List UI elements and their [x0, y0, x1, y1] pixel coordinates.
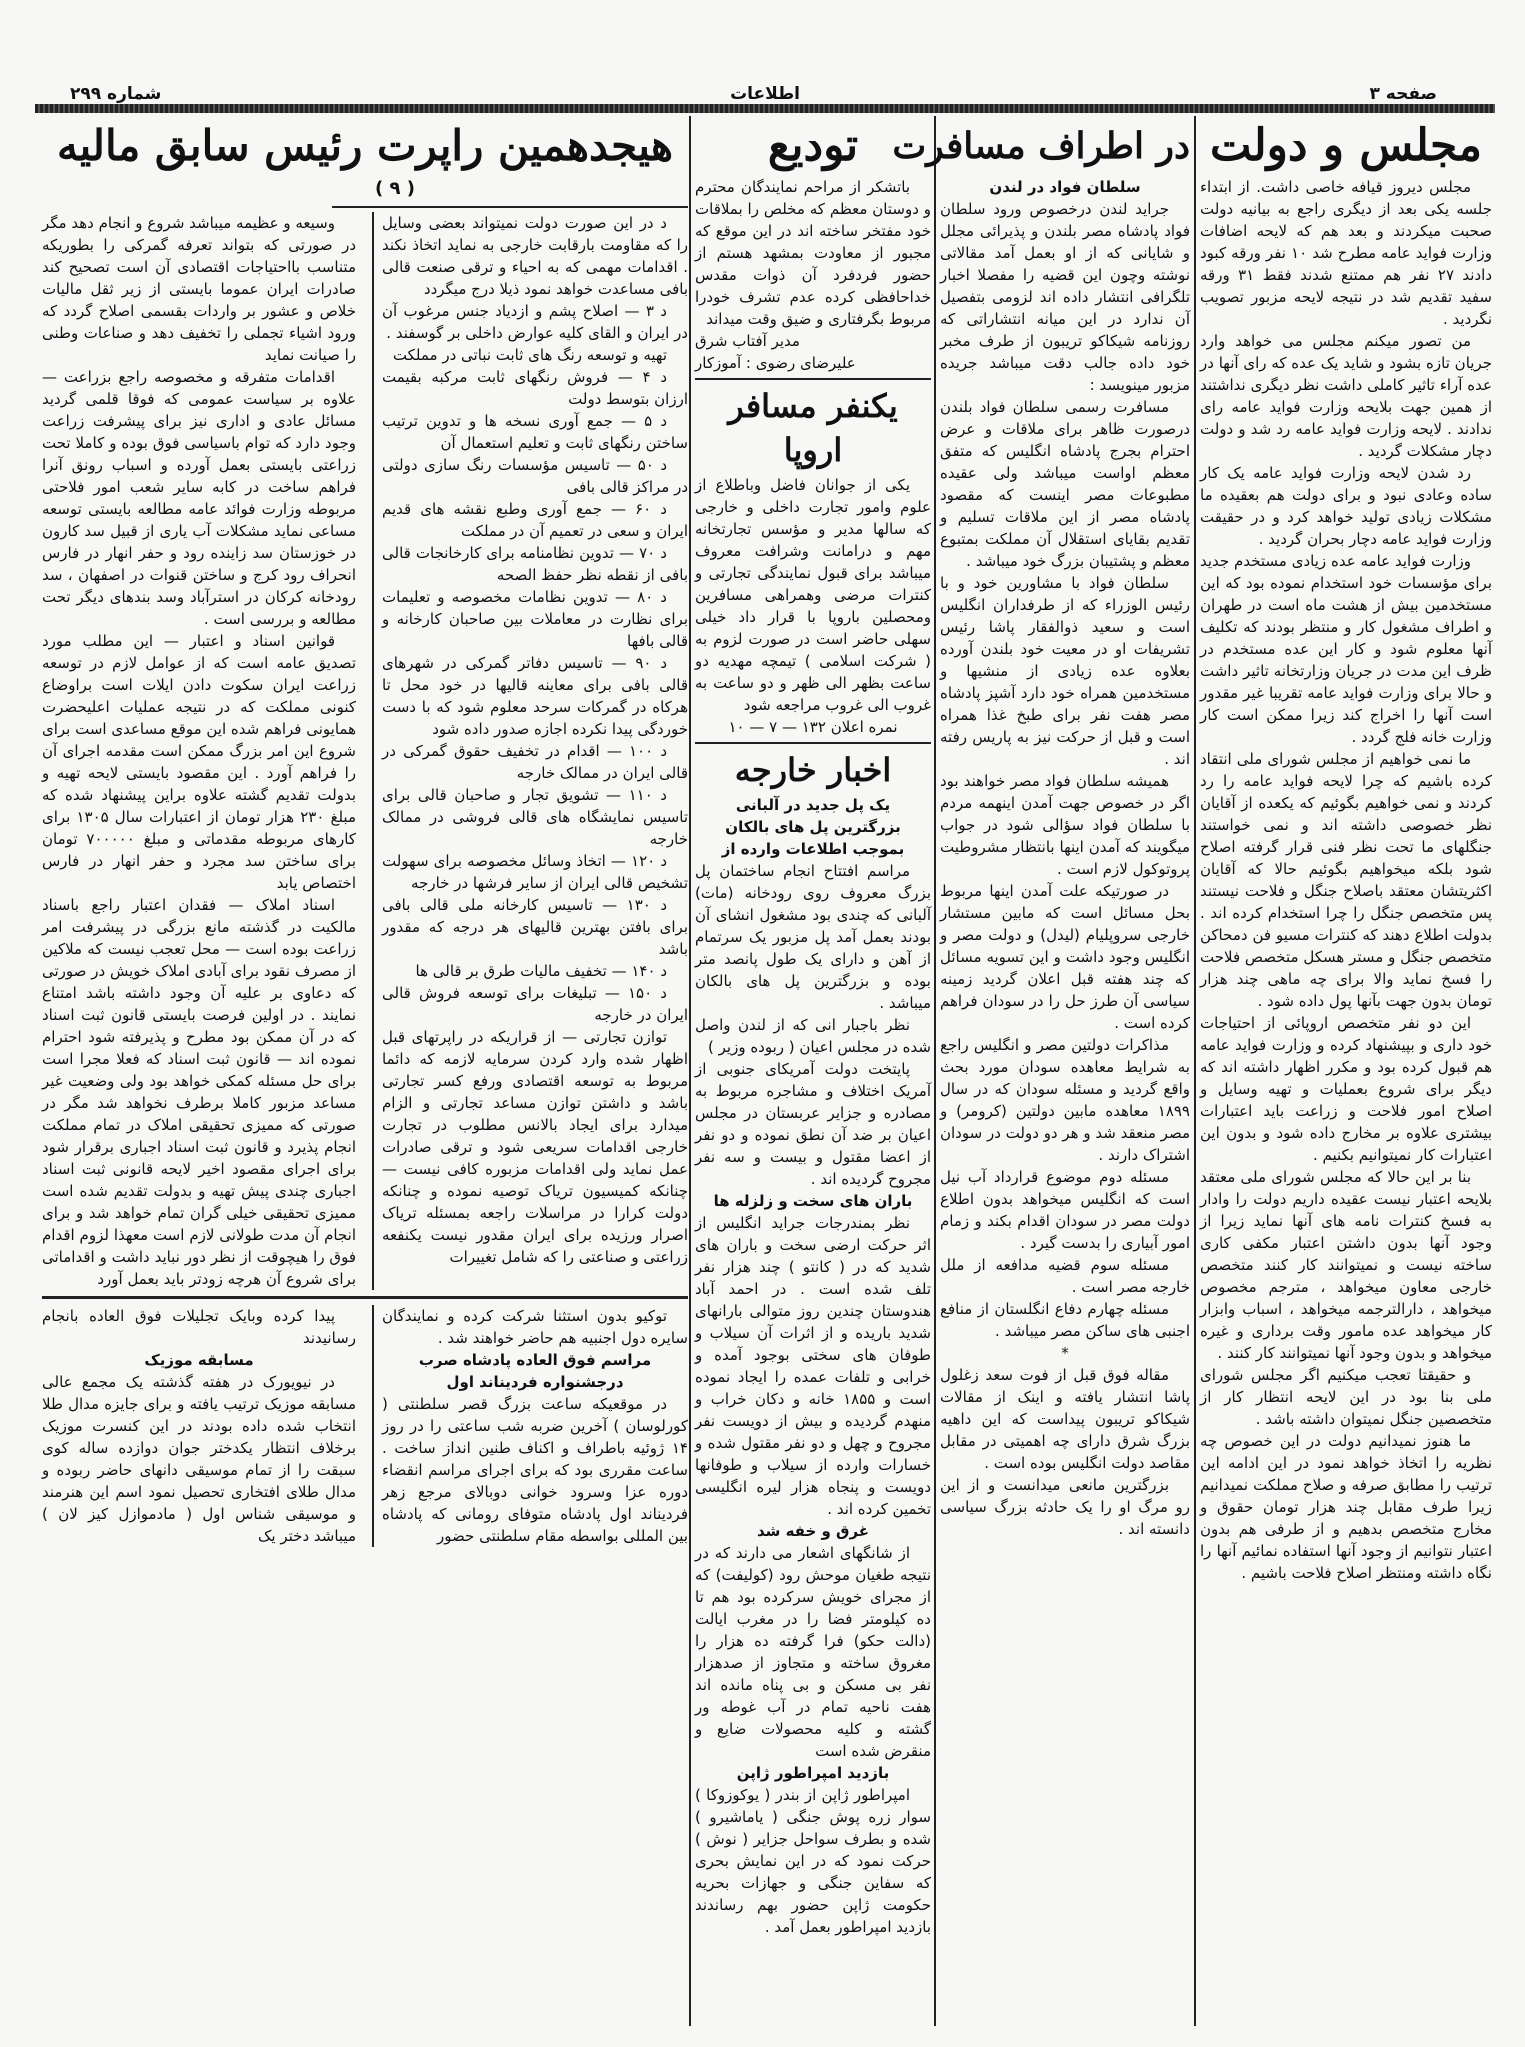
headline-farewell: تودیع: [767, 120, 859, 171]
paragraph: د ۱۴۰ — تخفیف مالیات طرق بر قالی ها: [415, 962, 667, 980]
article-foreign-news: [695, 748, 931, 1938]
newspaper-name: اطلاعات: [730, 84, 800, 104]
paragraph: د ۳ — اصلاح پشم و ازدیاد جنس مرغوب آن در ایران و القای کلیه عوارض داخلی بر گوسفند .: [382, 302, 688, 342]
subheading: بموجب اطلاعات وارده از: [721, 840, 905, 858]
signer-name: علیرضای رضوی : آموزکار: [695, 354, 856, 372]
paragraph: د ۹۰ — تاسیس دفاتر گمرکی در شهرهای قالی بافی برای معاینه قالیها در خود محل تا هرکاه در گمرکات سرحد معلوم شود که با دست خوردگی پیدا نکرده اجازه صدور داده شود: [382, 654, 688, 738]
article-majlis-and-government: [1200, 116, 1492, 1584]
subheading: بزرگترین پل های بالکان: [725, 818, 901, 836]
paragraph: در نیویورک در هفته گذشته یک مجمع عالی مسابقه موزیک ترتیب یافته و برای جایزه مدال طلا انتخاب شده داده بودند در این کنسرت موزیک برخلاف انتظار یکدختر جوان دوازده ساله کوی سبقت را از تمام موسیقی دانهای حاضر ربوده و مدال طلای افتخاری تحصیل نمود اسم این هنرمند و موسیقی شناس اول ( مادموازل کیز لان ) میباشد دختر یک: [42, 1373, 356, 1545]
paragraph: توکیو بدون استثنا شرکت کرده و نمایندگان سایره دول اجنبیه هم حاضر خواهند شد .: [382, 1307, 688, 1347]
masthead-rule: [35, 104, 1495, 113]
paragraph: از شانگهای اشعار می دارند که در نتیجه طغیان موحش رود (کولیفت) که از مجرای خویش سرکرده بود هم تا ده کیلومتر فضا را در مغرب ایالت (دالت حکو) فرا گرفته ده هزار را مغروق ساخته و متجاوز از صدهزار نفر بی مسکن و بی پناه مانده اند هفت ناحیه تمام در آب غوطه ور گشته و کلیه محصولات ضایع و منقرض شده است: [695, 1544, 931, 1760]
finance-report-column-right: [372, 212, 688, 1290]
paragraph: رد شدن لایحه وزارت فواید عامه یک کار ساده وعادی نبود و برای دولت هم بعقیده ما مشکلات زیادی تولید خواهد کرد و در حقیقت وزارت فواید عامه دچار بحران گردید .: [1200, 464, 1492, 548]
paragraph: مسئله سوم قضیه مدافعه از ملل خارجه مصر است .: [940, 1256, 1190, 1296]
subheading: باران های سخت و زلزله ها: [713, 1192, 913, 1210]
paragraph: د ۷۰ — تدوین نظامنامه برای کارخانجات قالی بافی از نقطه نظر حفظ الصحه: [382, 544, 688, 584]
paragraph: د ۱۲۰ — اتخاذ وسائل مخصوصه برای سهولت تشخیص قالی ایران از سایر فرشها در خارجه: [382, 852, 688, 892]
finance-report-area: [42, 116, 688, 1547]
article-serbian-ceremony: [372, 1305, 688, 1547]
column-divider: [1194, 116, 1196, 2026]
column-three: [695, 116, 931, 1938]
section-divider: [332, 206, 688, 208]
paragraph: د ۵۰ — تاسیس مؤسسات رنگ سازی دولتی در مراکز قالی بافی: [382, 456, 688, 496]
paragraph: اقدامات متفرقه و مخصوصه راجع بزراعت — علاوه بر سیاست عمومی که فوقا قلمی گردید مسائل عادی و اداری نیز برای پیشرفت زراعت وجود دارد که توام باسیاسی فوق بوده و کاملا تحت زراعتی بایستی بعمل آورده و اسباب رونق آنرا فراهم ساخت در کابه سایر شعب امور فلاحتی مربوطه وزارت فوائد عامه مطالعه بایستی توسعه مساعی نماید مشکلات آب یاری از قبیل سد کارون در خوزستان سد زاینده رود و حفر انهار در فارس انحراف رود کرج و ساختن قنوات در اصفهان ، سد رودخانه کرکان در استرآباد وسد بندهای دیگر تحت مطالعه و بررسی است .: [42, 368, 356, 628]
paragraph: وسیعه و عظیمه میباشد شروع و انجام دهد مگر در صورتی که بتواند تعرفه گمرکی را بطوریکه متناسب بااحتیاجات اقتصادی آن است تصحیح کند صادرات ایران عموما بایستی از زیر ثقل مالیات خلاص و عشور بر واردات بقسمی اصلاح گردد که ورود اشیاء تجملی را تخفیف دهد و صناعات وطنی را صیانت نماید: [42, 214, 356, 364]
foreign-news-headline: اخبار خارجه: [734, 751, 892, 789]
paragraph: د ۵ — جمع آوری نسخه ها و تدوین ترتیب ساختن رنگهای ثابت و تعلیم استعمال آن: [382, 412, 688, 452]
paragraph: مقاله فوق قبل از فوت سعد زغلول پاشا انتشار یافته و اینک از مقالات شیکاکو تریبون پیداست که این داهیه بزرگ شرق دارای چه اهمیتی در مقابل مقاصد دولت انگلیس بوده است .: [940, 1366, 1190, 1472]
paragraph: بزرگترین مانعی میدانست و از این رو مرگ او را یک حادثه بزرگ سیاسی دانسته اند .: [940, 1476, 1190, 1538]
signer-title: مدیر آفتاب شرق: [695, 332, 800, 350]
paragraph: د ۱۳۰ — تاسیس کارخانه ملی قالی بافی برای بافتن بهترین قالیهای هر درجه که مقدور باشد: [382, 896, 688, 958]
paragraph: د ۶۰ — جمع آوری وطبع نقشه های قدیم ایران و سعی در تعمیم آن در مملکت: [382, 500, 688, 540]
paragraph: تهیه و توسعه رنگ های ثابت نباتی در مملکت: [392, 346, 667, 364]
subheading: یک پل جدید در آلبانی: [735, 796, 891, 814]
part-number: ( ۹ ): [375, 178, 415, 199]
subheading: مسابقه موزیک: [144, 1351, 254, 1369]
paragraph: د ۴ — فروش رنگهای ثابت مرکبه بقیمت ارزان بتوسط دولت: [382, 368, 688, 408]
paragraph: در صورتیکه علت آمدن اینها مربوط بحل مسائل است که مابین مستشار خارجی سروپلیام (لیدل) و دولت مصر و انگلیس وجود داشت و این تسویه مسائل که چند هفته قبل اعلان گردید زمینه سیاسی آن طرز حل را در سودان فراهم کرده است .: [940, 882, 1190, 1032]
paragraph: مسئله دوم موضوع قرارداد آب نیل است که انگلیس میخواهد بدون اطلاع دولت مصر در سودان اقدام بکند و زمام امور آبیاری را بدست گیرد .: [940, 1168, 1190, 1252]
paragraph: این دو نفر متخصص اروپائی از احتیاجات خود داری و بپیشنهاد کرده و وزارت فواید عامه هم قبول کرده بود و مکرر اظهار داشته اند که دیگر برای شروع بعملیات و تهیه وسایل و اصلاح امور فلاحت و زراعت باید اعتبارات بیشتری علاوه بر مخارج داده شود و بدون این اعتبارات کار نمیتوانیم بکنیم .: [1200, 1014, 1492, 1164]
paragraph: ما هنوز نمیدانیم دولت در این خصوص چه نظریه را اتخاذ خواهد نمود در این ادامه این ترتیب را مطابق صرفه و صلاح مملکت نمیدانیم زیرا طرف مقابل چند هزار تومان حقوق و مخارج متخصص بدهیم و از طرفی هم بدون اعتبار نتوانیم از وجود آنها استفاده نمائیم آنها را نگاه داشته ومنتظر اصلاح فلاحت باشیم .: [1200, 1432, 1492, 1582]
subheading: بازدید امپراطور ژاپن: [736, 1764, 890, 1782]
column-divider: [689, 116, 691, 2026]
paragraph: توازن تجارتی — از قراریکه در راپرتهای قبل اظهار شده وارد کردن سرمایه لازمه که دائما مربوط به توسعه اقتصادی ورفع کسر تجارتی باشد و داشتن توازن مساعد تجارتی و الزام میدارد برای ایجاد بالانس مطلوب در تجارت خارجی اقدامات سریعی شود و ترقی صادرات عمل نماید ولی اقدامات مزبوره کافی نیست — چنانکه کمیسیون تریاک توصیه نموده و چنانکه دولت کرارا در مراسلات راجعه بمسئله تریاک اصرار ورزیده برای ایران مقدور نیست یکنفعه زراعتی و صناعتی را که شامل تغییرات: [382, 1028, 688, 1266]
paragraph: سلطان فواد با مشاورین خود و با رئیس الوزراء که از طرفداران انگلیس است و سعید ذوالفقار پاشا رئیس تشریفات او در معیت خود بلندن آورده بعلاوه عده زیادی از منشیها و مستخدمین همراه خود دارد آشپز پادشاه مصر هفت نفر برای طبخ غذا همراه است و قبل از حرکت نیز به پاریس رفته اند .: [940, 574, 1190, 768]
article-music-contest: [42, 1305, 356, 1547]
paragraph: قوانین اسناد و اعتبار — این مطلب مورد تصدیق عامه است که از عوامل لازم در توسعه زراعت ایران سکوت دادن ایلات است براوضاع کنونی مملکت که در نتیجه عملیات اعلیحضرت همایونی فراهم شده این موقع مساعدی است برای شروع این امر بزرگ ممکن است مقدمه اجرای آن را فراهم آورد . این مقصود بایستی لایحه تهیه و بدولت تقدیم گشته علاوه براین پیشنهاد شده که مبلغ ۲۳۰ هزار تومان از اعتبارات سال ۱۳۰۵ برای کارهای مربوطه مقدماتی و مبلغ ۷۰۰۰۰۰ تومان برای ساختن سد مجرد و حفر انهار در فارس اختصاص یابد: [41, 632, 357, 892]
page-number: صفحه ۳: [1369, 84, 1437, 104]
paragraph: د ۸۰ — تدوین نظامات مخصوصه و تعلیمات برای نظارت در معاملات بین صاحبان کارخانه و قالی بافها: [382, 588, 688, 650]
section-divider: [695, 378, 931, 380]
issue-number: شماره ۲۹۹: [70, 84, 162, 104]
ad-european-traveler: [695, 384, 931, 738]
separator-mark: *: [1061, 1344, 1069, 1362]
paragraph: مسافرت رسمی سلطان فواد بلندن درصورت ظاهر برای ملاقات و عرض احترام بجرج پادشاه انگلیس که متفق معظم اواست میباشد ولی عقیده مطبوعات مصر اینست که مقصود پادشاه مصر از این ملاقات تسلیم و تقدیم بقایای استقلال آن مملکت بمتبوع معظم و پشتیبان بزرگ خود میباشد .: [940, 398, 1190, 570]
paragraph: امپراطور ژاپن از بندر ( یوکوزوکا ) سوار زره پوش جنگی ( یاماشیرو ) شده و بطرف سواحل جزایر ( نوش ) حرکت نمود که در این نمایش بحری که سفاین جنگی و جهازات بحریه حکومت ژاپن حضور بهم رساندند بازدید امپراطور بعمل آمد .: [695, 1786, 931, 1936]
paragraph: د ۱۰۰ — اقدام در تخفیف حقوق گمرکی در قالی ایران در ممالک خارجه: [382, 742, 688, 782]
paragraph: مسئله چهارم دفاع انگلستان از منافع اجنبی های ساکن مصر میباشد .: [940, 1300, 1190, 1340]
ad-headline: یکنفر مسافر اروپا: [728, 387, 898, 469]
paragraph: جراید لندن درخصوص ورود سلطان فواد پادشاه مصر بلندن و پذیرائی مجلل و شایانی که از او بعمل آمد مقالاتی نوشته وچون این قضیه را مفصلا اخبار تلگرافی انتشار داده اند لزومی بتفصیل آن ندارد در این میانه انتشاراتی که روزنامه شیکاکو تریبون از طرف مخبر خود داده جالب دقت میباشد جریده مزبور مینویسد :: [940, 200, 1190, 394]
paragraph: ما نمی خواهیم از مجلس شورای ملی انتقاد کرده باشیم که چرا لایحه فواید عامه را رد کردند و نمی خواهیم بگوئیم که یکعده از آقایان نظر خصوصی داشته اند و نمی خواستند جنگلهای ما تحت نظر فنی قرار گرفته اصلاح شود بلکه میخواهیم بگوئیم حالا که آقایان اکثریتشان معتقد باصلاح جنگل و فلاحت نیستند پس متخصص جنگل را چرا استخدام کرده اند . بدولت اطلاع دهند که کنترات مسیو فن دمحاکن متخصص جنگل و مستر هسکل متخصص فلاحت را فسخ نماید والا برای چه ماهی چند هزار تومان بدون جهت بآنها پول داده شود .: [1200, 750, 1492, 1010]
headline-majlis-and-government: مجلس و دولت: [1210, 120, 1482, 171]
paragraph: وزارت فواید عامه عده زیادی مستخدم جدید برای مؤسسات خود استخدام نموده بود که این مستخدمین بیش از هشت ماه است در طهران و اطراف مشغول کار و منتظر بودند که تکلیف آنها معلوم شود و کار این عده مستخدم در ظرف این مدت در جریان وزارتخانه تاثیر داشت و حالا برای وزارت فواید عامه تقریبا غیر مقدور است آنها را اخراج کند زیرا ممکن است کار وزارت خانه فلج گردد .: [1200, 552, 1492, 746]
section-divider: [695, 742, 931, 744]
headline-finance-report: هیجدهمین راپرت رئیس سابق مالیه: [56, 121, 674, 170]
ad-number: نمره اعلان ۱۳۲ — ۷ — ۱۰: [728, 718, 898, 736]
paragraph: نظر باجبار انی که از لندن واصل شده در مجلس اعیان ( ربوده وزیر ): [695, 1016, 931, 1056]
paragraph: نظر بمندرجات جراید انگلیس از اثر حرکت ارضی سخت و باران های شدید که در ( کانتو ) چند هزار نفر تلف شده است . در احمد آباد هندوستان چندین روز متوالی بارانهای شدید باریده و از اثرات آن سیلاب و طوفان های سختی بوجود آمده و خرابی و تلفات عمده را ایجاد نموده است و ۱۸۵۵ خانه و دکان خراب و منهدم گردیده و بیش از دویست نفر مجروح و چهل و دو نفر مقتول شده و خسارات وارده از سیلاب و طوفانها دویست و پنجاه هزار لیره انگلیسی تخمین کرده اند .: [695, 1214, 931, 1518]
paragraph: بنا بر این حالا که مجلس شورای ملی معتقد بلایحه اعتبار نیست عقیده داریم دولت را وادار به فسخ کنترات نامه های آنها نماید زیرا از وجود آنها بدون داشتن اعتبار مکفی کاری ساخته نیست و نمیتوانند کار کنند متخصص خارجی معاون میخواهد ، مترجم مخصوص میخواهد ، دارالترجمه میخواهد ، اسباب وابزار کار میخواهد عده مامور وقت برداری و غیره میخواهد و بدون وجود آنها نمیتوانند کار کنند .: [1200, 1168, 1492, 1362]
subheading: غرق و خفه شد: [756, 1522, 870, 1540]
paragraph: د ۱۱۰ — تشویق تجار و صاحبان قالی برای تاسیس نمایشگاه های قالی فروشی در ممالک خارجه: [382, 786, 688, 848]
paragraph: در موقعیکه ساعت بزرگ قصر سلطنتی ( کورلوسان ) آخرین ضربه شب ساعتی را در روز ۱۴ ژوئیه باطراف و اکناف طنین انداز ساخت . ساعت مقرری بود که برای اجرای مراسم انقضاء دوره عزا وسرود خوانی دوبالای مرجع زهر فردیناند اول پادشاه متوفای رومانی که پادشاه بین المللی بواسطه مقام سلطنتی حضور: [382, 1395, 688, 1545]
paragraph: مجلس دیروز قیافه خاصی داشت. از ابتداء جلسه یکی بعد از دیگری راجع به بیانیه دولت صحبت میکردند و بعد هم که لایحه اضافات وزارت فواید عامه مطرح شد ۱۰ نفر ورقه کبود دادند ۲۷ نفر هم ممتنع شدند فقط ۳۱ ورقه سفید تقدیم شد در نتیجه لایحه مزبور تصویب نگردید .: [1200, 178, 1493, 328]
finance-report-column-left: [42, 212, 356, 1290]
paragraph: مذاکرات دولتین مصر و انگلیس راجع به شرایط معاهده سودان مورد بحث واقع گردید و مسئله سودان که در سال ۱۸۹۹ معاهده مابین دولتین (کرومر) و مصر منعقد شد و هر دو دولت در سودان اشتراک دارند .: [940, 1036, 1190, 1164]
column-divider: [934, 116, 936, 2026]
paragraph: پیدا کرده وبایک تجلیلات فوق العاده بانجام رسانیدند: [42, 1307, 356, 1347]
paragraph: همیشه سلطان فواد مصر خواهند بود اگر در خصوص جهت آمدن اینهمه مردم با سلطان فواد سؤالی شود در جواب میگویند که آمدن اینها بانتظار مشروطیت پروتوکول لازم است .: [940, 772, 1190, 878]
paragraph: من تصور میکنم مجلس می خواهد وارد جریان تازه بشود و شاید یک عده که رای آنها در عده آراء تاثیر کاملی داشت نظر دیگری نداشتند از همین جهت بلایحه وزارت فواید عامه رای ندادند . لایحه وزارت فواید عامه رد شد و دولت دچار مشکلات گردید .: [1200, 332, 1492, 460]
headline-travel: در اطراف مسافرت: [892, 125, 1190, 167]
paragraph: د در این صورت دولت نمیتواند بعضی وسایل را که مقاومت بارقابت خارجی به نماید اتخاذ نکند . اقدامات مهمی که به احیاء و ترقی صنعت قالی بافی مساعدت خواهد نمود ذیلا درج میگردد: [382, 214, 688, 298]
paragraph: اسناد املاک — فقدان اعتبار راجع باسناد مالکیت در گذشته مانع بزرگی در پیشرفت امر زراعت بوده است — محل تعجب نیست که ملاکین از مصرف نقود برای آبادی املاک خویش در صورتی که دعاوی بر علیه آن وجود داشته باشد امتناع نمایند . در اولین فرصت بایستی قانون ثبت اسناد که در آن ممکن بود مطرح و پذیرفته شود احترام نموده اند — قانون ثبت اسناد که فعلا مجرا است برای حل مسئله کمکی خواهد بود ولی وضعیت غیر مساعد مزبور کاملا برطرف نخواهد شد مگر در صورتی که ممیزی تحقیقی املاک در تمام مملکت انجام پذیرد و قانون ثبت اسناد اجباری برقرار شود برای اجرای مقصود اخیر لایحه قانونی ثبت اسناد اجباری چندی پیش تهیه و بدولت تقدیم شده است ممیزی تحقیقی خیلی گران تمام خواهد شد و برای انجام آن مدت طولانی لازم است معهذا لزوم اقدام فوق را هیچوقت از نظر دور نباید داشت و اقداماتی برای شروع آن هرچه زودتر باید بعمل آورد: [42, 896, 356, 1288]
subheading: مراسم فوق العاده پادشاه صرب: [418, 1351, 652, 1369]
section-divider: [42, 1296, 688, 1299]
paragraph: یکی از جوانان فاضل وباطلاع از علوم وامور تجارت داخلی و خارجی که سالها مدیر و مؤسس تجارتخانه مهم و درامانت وشرافت معروف میباشد برای قبول نمایندگی تجارتی و کنترات مرضی وهمراهی مسافرین ومحصلین باروپا با قرار داد خیلی سهلی حاضر است در صورت لزوم به ( شرکت اسلامی ) تیمچه مهدیه دو ساعت بظهر الی ظهر و دو ساعت به غروب الی غروب مراجعه شود: [695, 476, 931, 714]
paragraph: مراسم افتتاح انجام ساختمان پل بزرگ معروف روی رودخانه (مات) آلبانی که چندی بود مشغول انشای آن بودند بعمل آمد پل مزبور یک سرتمام از آهن و دارای یک طول پانصد متر بوده و بزرگترین پل های بالکان میباشد .: [695, 862, 931, 1012]
article-sultan-fuad: [892, 116, 1190, 1540]
paragraph: باتشکر از مراحم نمایندگان محترم و دوستان معظم که مخلص را بملاقات خود مفتخر ساخته اند در این موقع که مجبور از معاودت بمشهد هستم از حضور فردفرد آن ذوات مقدس خداحافظی کرده عدم تشرف خودرا مربوط بگرفتاری و ضیق وقت میداند: [695, 178, 931, 328]
paragraph: پایتخت دولت آمریکای جنوبی از آمریک اختلاف و مشاجره مربوط به مصادره و جزایر عربستان در مجلس اعیان بر ضد آن نطق نموده و دو نفر از اعضا مقتول و بیست و سه نفر مجروح گردیده اند .: [695, 1060, 931, 1188]
paragraph: د ۱۵۰ — تبلیغات برای توسعه فروش قالی ایران در خارجه: [382, 984, 688, 1024]
subheading: درجشنواره فردیناند اول: [446, 1373, 624, 1391]
subheading: سلطان فواد در لندن: [989, 178, 1141, 196]
paragraph: و حقیقتا تعجب میکنیم اگر مجلس شورای ملی بنا بود در این لایحه انتظار کار از متخصصین جنگل نمیتوان داشته باشد .: [1200, 1366, 1492, 1428]
